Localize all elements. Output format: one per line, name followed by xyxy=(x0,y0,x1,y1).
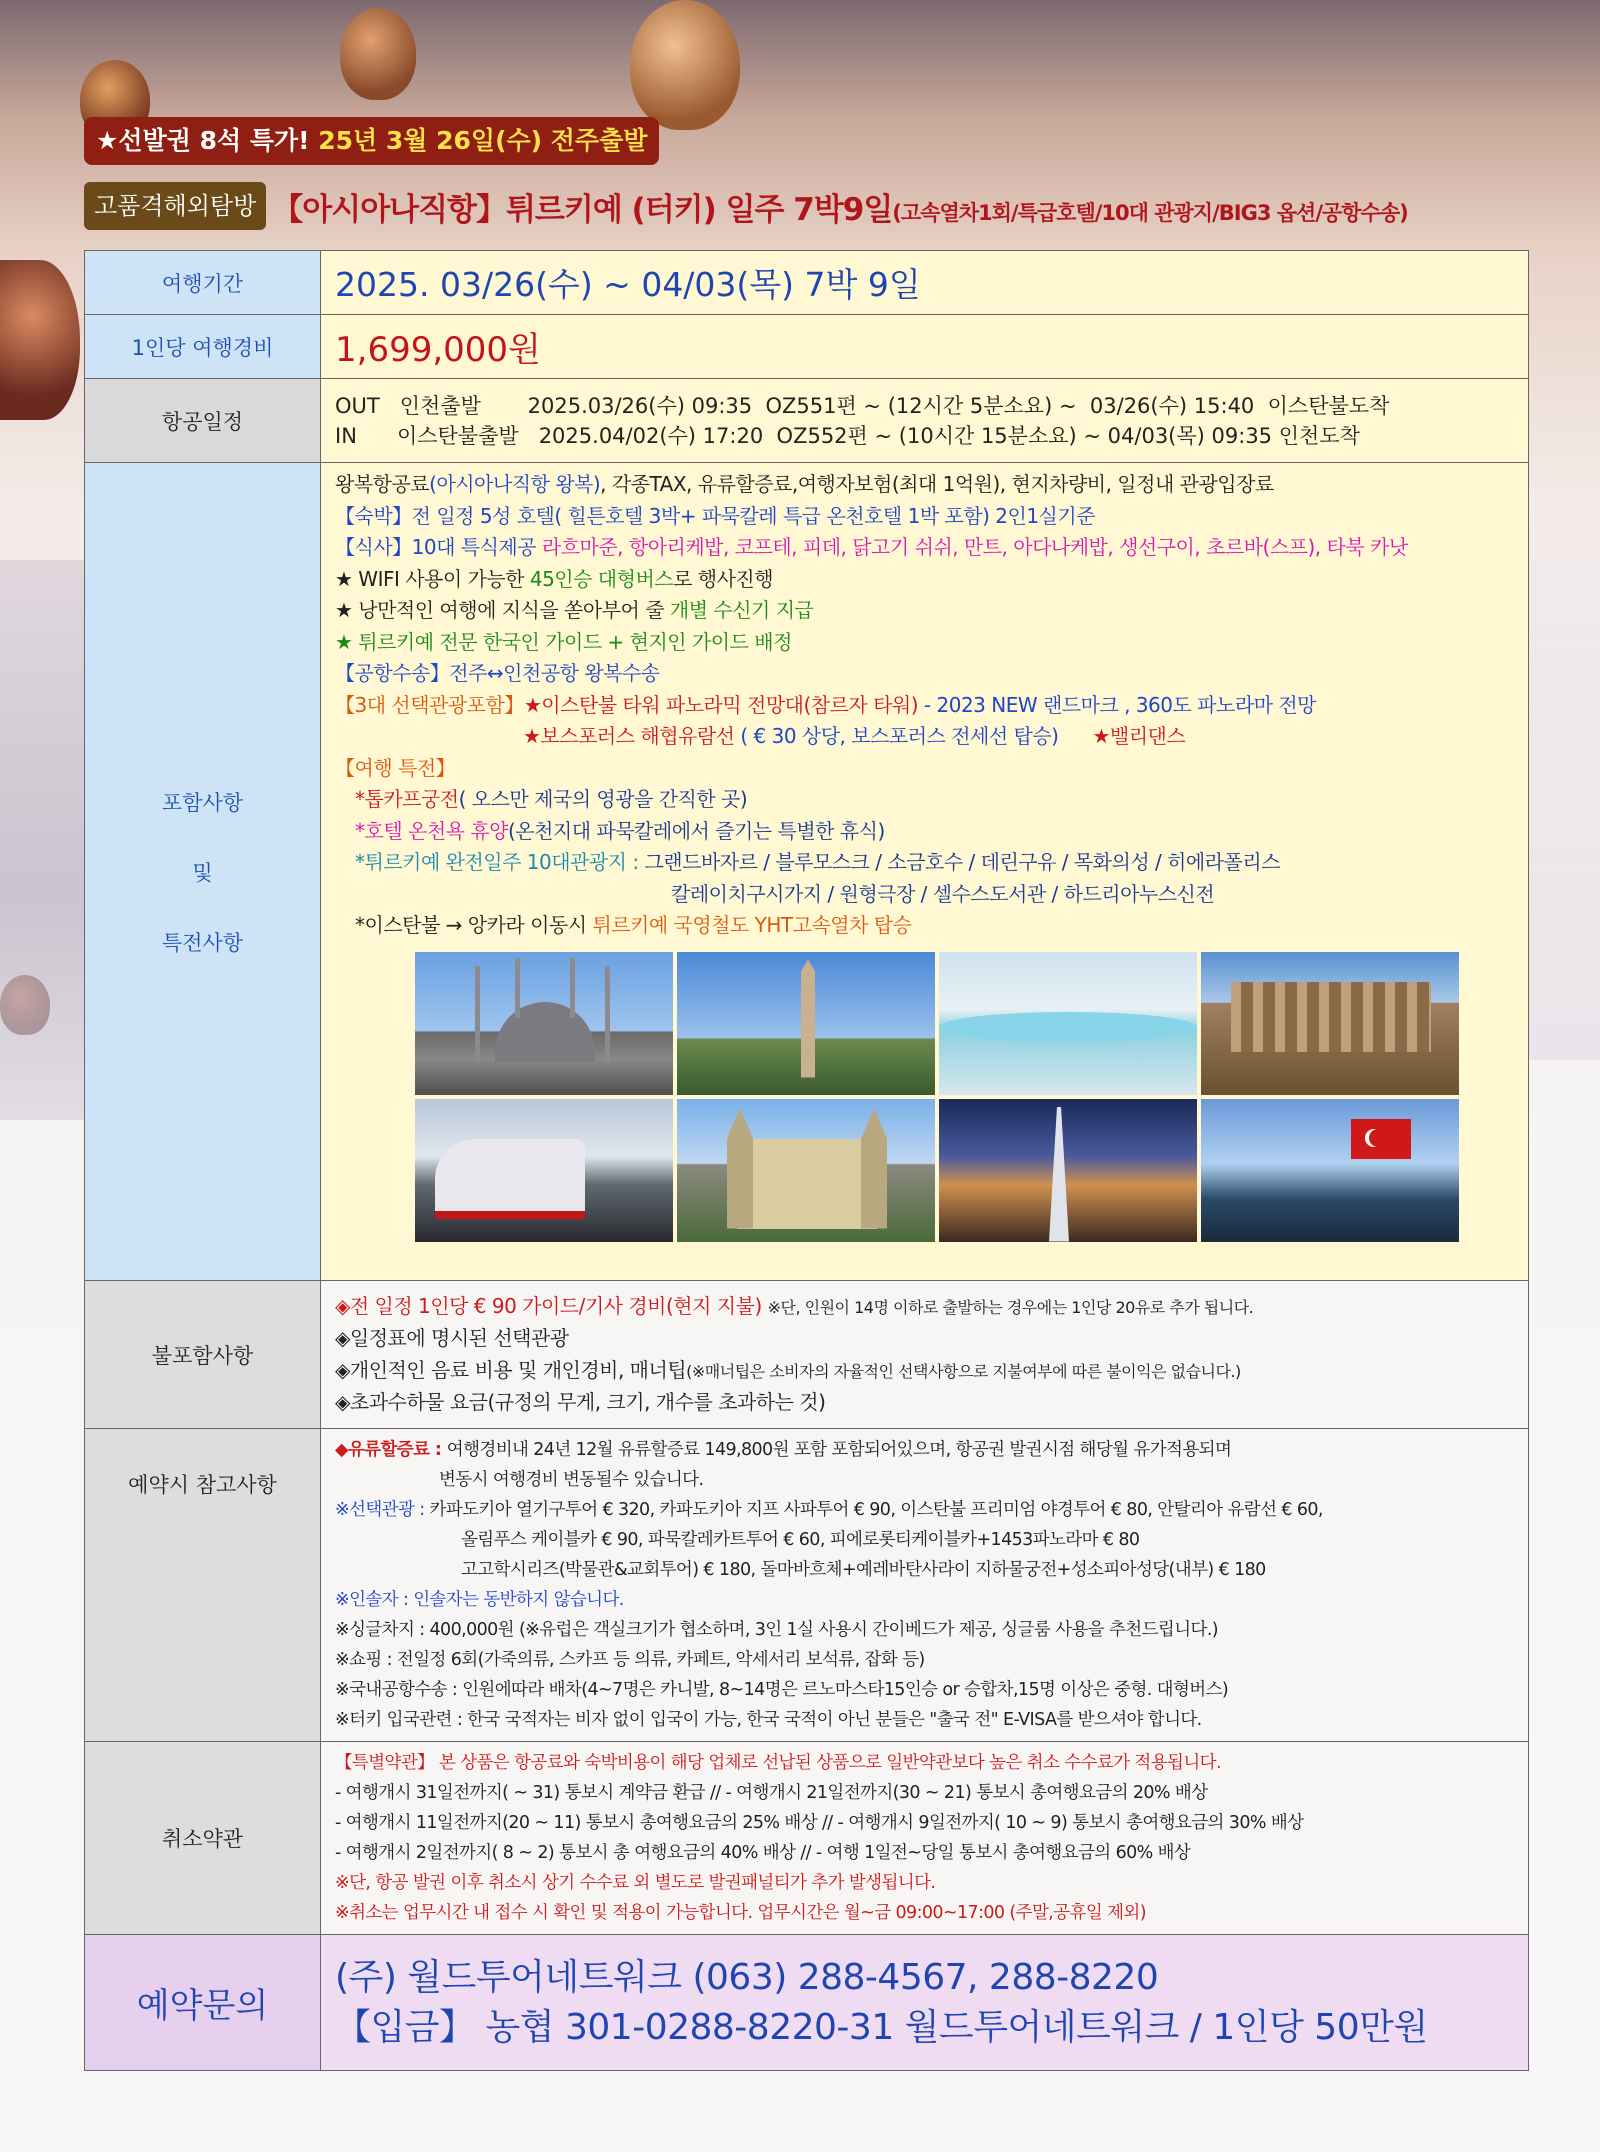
include-line xyxy=(335,690,1514,722)
note-line: ※국내공항수송 : 인원에따라 배차(4~7명은 카니발, 8~14명은 르노마스타15인승 or 승합차,15명 이상은 중형. 대형버스) xyxy=(335,1680,1229,1700)
period-label: 여행기간 xyxy=(85,251,321,315)
flight-out: OUT 인천출발 2025.03/26(수) 09:35 OZ551편 ~ (12시간 5분소요) ~ 03/26(수) 15:40 이스탄불도착 xyxy=(335,393,1390,418)
text: 개별 수신기 지급 xyxy=(669,598,814,622)
note-line xyxy=(335,1435,1514,1465)
period-value xyxy=(321,251,1529,315)
include-line xyxy=(335,784,1514,816)
cancel-line: - 여행개시 2일전까지( 8 ~ 2) 통보시 총 여행요금의 40% 배상 // - 여행 1일전~당일 통보시 총여행요금의 60% 배상 xyxy=(335,1843,1191,1863)
text: ★보스포러스 해협유람선 xyxy=(523,724,735,748)
cancel-line: - 여행개시 11일전까지(20 ~ 11) 통보시 총여행요금의 25% 배상 // - 여행개시 9일전까지( 10 ~ 9) 통보시 총여행요금의 30% 배상 xyxy=(335,1813,1304,1833)
train-photo xyxy=(415,1099,673,1242)
hot-air-balloon-image xyxy=(0,260,80,420)
itinerary-table xyxy=(84,250,1529,2071)
airline-label: 【아시아나직항】 xyxy=(272,191,506,228)
include-line: 【여행 특전】 xyxy=(335,755,456,780)
promo-date: 25년 3월 26일(수) 전주출발 xyxy=(318,126,648,155)
text: (아시아나직항 왕복) xyxy=(429,472,601,496)
text: 45인승 대형버스 xyxy=(529,566,674,591)
table-row xyxy=(85,315,1529,379)
text: ★ WIFI 사용이 가능한 xyxy=(335,566,530,591)
note-line: ※인솔자 : 인솔자는 동반하지 않습니다. xyxy=(335,1590,624,1610)
includes-value xyxy=(321,463,1529,1281)
pamukkale-photo xyxy=(939,952,1197,1095)
contact-value xyxy=(321,1935,1529,2071)
cancel-line: 【특별약관】 본 상품은 항공료와 숙박비용이 해당 업체로 선납된 상품으로 일반약관보다 높은 취소 수수료가 적용됩니다. xyxy=(335,1753,1221,1773)
note-line: ※터키 입국관련 : 한국 국적자는 비자 없이 입국이 가능, 한국 국적이 아닌 분들은 "출국 전" E-VISA를 받으셔야 합니다. xyxy=(335,1710,1202,1730)
text: (※매너팁은 소비자의 자율적인 선택사항으로 지불여부에 따른 불이익은 없습니다.) xyxy=(686,1361,1241,1381)
include-line xyxy=(335,910,1514,942)
text: 라흐마준, 항아리케밥, 코프테, 피데, 닭고기 쉬쉬, 만트, 아다나케밥, 생선구이, 초르바(스프), 타북 카낫 xyxy=(541,535,1408,559)
price-text: 1,699,000원 xyxy=(335,330,541,370)
flight-in: IN 이스탄불출발 2025.04/02(수) 17:20 OZ552편 ~ (10시간 15분소요) ~ 04/03(목) 09:35 인천도착 xyxy=(335,423,1360,448)
price-value xyxy=(321,315,1529,379)
photo-grid xyxy=(415,952,1514,1242)
include-line xyxy=(335,532,1514,564)
flights-label: 항공일정 xyxy=(85,379,321,463)
period-text: 2025. 03/26(수) ~ 04/03(목) 7박 9일 xyxy=(335,265,921,304)
exclude-line xyxy=(335,1355,1514,1388)
includes-label-line: 및 xyxy=(192,860,213,885)
cancel-value xyxy=(321,1742,1529,1935)
text: 【식사】10대 특식제공 xyxy=(335,535,542,559)
exclude-line: ◈일정표에 명시된 선택관광 xyxy=(335,1326,569,1350)
excludes-value xyxy=(321,1281,1529,1429)
category-tag: 고품격해외탐방 xyxy=(84,182,266,230)
table-row xyxy=(85,1742,1529,1935)
background-landscape xyxy=(0,560,84,1120)
text: *톱카프궁전 xyxy=(355,787,459,811)
product-title xyxy=(272,184,1407,229)
include-line: 칼레이치구시가지 / 원형극장 / 셀수스도서관 / 하드리아누스신전 xyxy=(671,881,1215,906)
table-row xyxy=(85,379,1529,463)
blue-mosque-photo xyxy=(415,952,673,1095)
includes-label-line: 특전사항 xyxy=(161,930,244,955)
product-header xyxy=(84,180,1408,232)
notes-label: 예약시 참고사항 xyxy=(85,1429,321,1742)
note-line xyxy=(335,1495,1514,1525)
text: ( € 30 상당, 보스포러스 전세선 탑승) xyxy=(734,724,1059,748)
text: 로 행사진행 xyxy=(673,566,774,591)
text: 【3대 선택관광포함】 xyxy=(335,692,524,717)
title-text: 튀르키예 (터키) 일주 7박9일 xyxy=(505,191,893,228)
include-line xyxy=(335,564,1514,596)
include-line xyxy=(335,721,1514,753)
exclude-line xyxy=(335,1291,1514,1324)
text: *호텔 온천욕 휴양 xyxy=(355,818,508,843)
include-line xyxy=(335,469,1514,501)
ephesus-photo xyxy=(1201,952,1459,1095)
text: ( 오스만 제국의 영광을 간직한 곳) xyxy=(458,787,748,811)
include-line xyxy=(335,816,1514,848)
text: ※선택관광 : xyxy=(335,1500,430,1520)
text: ★이스탄불 타워 파노라믹 전망대(참르자 타워) xyxy=(523,692,919,717)
text: , 각종TAX, 유류할증료,여행자보험(최대 1억원), 현지차량비, 일정내 관광입장료 xyxy=(600,472,1274,496)
flights-value xyxy=(321,379,1529,463)
exclude-line: ◈초과수하물 요금(규정의 무게, 크기, 개수를 초과하는 것) xyxy=(335,1390,826,1414)
text: 여행경비내 24년 12월 유류할증료 149,800원 포함 포함되어있으며, 항공권 발권시점 해당월 유가적용되며 xyxy=(446,1440,1232,1460)
text: *튀르키예 완전일주 10대관광지 : xyxy=(355,850,645,874)
include-line: 【공항수송】전주↔인천공항 왕복수송 xyxy=(335,661,660,685)
note-line: ※쇼핑 : 전일정 6회(가죽의류, 스카프 등 의류, 카페트, 악세서리 보석류, 잡화 등) xyxy=(335,1650,925,1670)
text: *이스탄불 → 앙카라 이동시 xyxy=(355,913,593,937)
include-line xyxy=(335,847,1514,879)
text: 카파도키아 열기구투어 € 320, 카파도키아 지프 사파투어 € 90, 이스탄불 프리미엄 야경투어 € 80, 안탈리아 유람선 € 60, xyxy=(429,1500,1323,1520)
cancel-line: ※단, 항공 발권 이후 취소시 상기 수수료 외 별도로 발권패널티가 추가 발생됩니다. xyxy=(335,1873,936,1893)
include-line xyxy=(335,595,1514,627)
text: (온천지대 파묵칼레에서 즐기는 특별한 휴식) xyxy=(507,818,885,843)
obelisk-photo xyxy=(677,952,935,1095)
text: 왕복항공료 xyxy=(335,472,430,496)
cancel-line: ※취소는 업무시간 내 접수 시 확인 및 적용이 가능합니다. 업무시간은 월~금 09:00~17:00 (주말,공휴일 제외) xyxy=(335,1903,1146,1923)
text: ★밸리댄스 xyxy=(1092,724,1186,748)
title-subtitle: (고속열차1회/특급호텔/10대 관광지/BIG3 옵션/공항수송) xyxy=(892,200,1408,225)
text: 튀르키예 국영철도 YHT고속열차 탑승 xyxy=(592,913,912,937)
cancel-line: - 여행개시 31일전까지( ~ 31) 통보시 계약금 환급 // - 여행개시 21일전까지(30 ~ 21) 통보시 총여행요금의 20% 배상 xyxy=(335,1783,1208,1803)
notes-value xyxy=(321,1429,1529,1742)
table-row xyxy=(85,463,1529,1281)
table-row xyxy=(85,1281,1529,1429)
contact-line: 【입금】 농협 301-0288-8220-31 월드투어네트워크 / 1인당 50만원 xyxy=(335,2006,1428,2048)
hot-air-balloon-image xyxy=(630,0,740,130)
excludes-label: 불포함사항 xyxy=(85,1281,321,1429)
text: ★ 낭만적인 여행에 지식을 쏟아부어 줄 xyxy=(335,598,670,622)
text: - 2023 NEW 랜드마크 , 360도 파노라마 전망 xyxy=(918,692,1316,717)
promo-banner xyxy=(84,117,659,165)
text: ◆유류할증료 : xyxy=(335,1440,447,1460)
price-label: 1인당 여행경비 xyxy=(85,315,321,379)
text: ◈개인적인 음료 비용 및 개인경비, 매너팁 xyxy=(335,1357,687,1382)
promo-prefix: ★선발권 8석 특가! xyxy=(96,126,319,155)
text: ◈전 일정 1인당 € 90 가이드/기사 경비(현지 지불) xyxy=(335,1293,762,1318)
cancel-label: 취소약관 xyxy=(85,1742,321,1935)
include-line: ★ 튀르키예 전문 한국인 가이드 + 현지인 가이드 배정 xyxy=(335,629,792,654)
note-line: 변동시 여행경비 변동될수 있습니다. xyxy=(439,1470,704,1490)
note-line: 올림푸스 케이블카 € 90, 파묵칼레카트투어 € 60, 피에로롯티케이블카+1453파노라마 € 80 xyxy=(461,1530,1140,1550)
contact-label: 예약문의 xyxy=(85,1935,321,2071)
topkapi-photo xyxy=(677,1099,935,1242)
text: ※단, 인원이 14명 이하로 출발하는 경우에는 1인당 20유로 추가 됩니다. xyxy=(767,1297,1254,1317)
hot-air-balloon-image xyxy=(340,8,416,100)
contact-line: (주) 월드투어네트워크 (063) 288-4567, 288-8220 xyxy=(335,1956,1159,1998)
bosphorus-photo xyxy=(1201,1099,1459,1242)
table-row xyxy=(85,1935,1529,2071)
include-line: 【숙박】전 일정 5성 호텔( 힐튼호텔 3박+ 파묵칼레 특급 온천호텔 1박 포함) 2인1실기준 xyxy=(335,503,1096,528)
table-row xyxy=(85,251,1529,315)
includes-label xyxy=(85,463,321,1281)
includes-label-line: 포함사항 xyxy=(161,790,244,815)
note-line: ※싱글차지 : 400,000원 (※유럽은 객실크기가 협소하며, 3인 1실 사용시 간이베드가 제공, 싱글룸 사용을 추천드립니다.) xyxy=(335,1620,1219,1640)
table-row xyxy=(85,1429,1529,1742)
camlica-tower-photo xyxy=(939,1099,1197,1242)
text: 그랜드바자르 / 블루모스크 / 소금호수 / 데린구유 / 목화의성 / 히에라폴리스 xyxy=(644,850,1281,874)
note-line: 고고학시리즈(박물관&교회투어) € 180, 돌마바흐체+예레바탄사라이 지하물궁전+성소피아성당(내부) € 180 xyxy=(461,1560,1266,1580)
